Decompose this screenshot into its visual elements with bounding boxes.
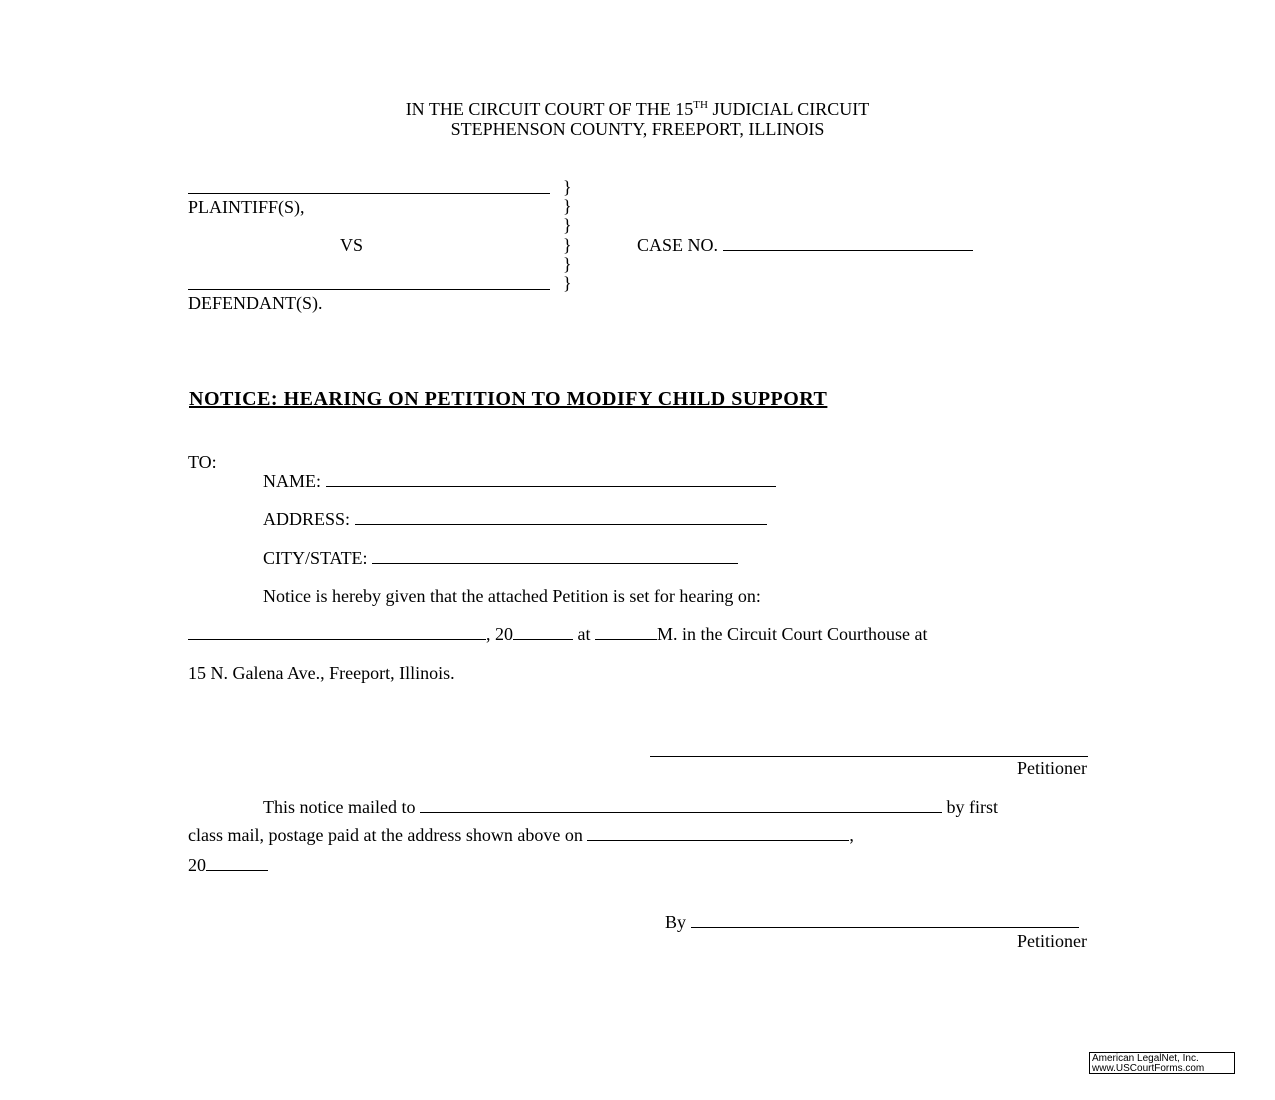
brace: } — [563, 254, 572, 274]
hearing-date-blank[interactable] — [188, 625, 486, 640]
plaintiff-blank[interactable] — [188, 179, 550, 197]
name-label: NAME: — [263, 471, 321, 491]
mailing-line2 — [188, 826, 854, 844]
petitioner-label-2: Petitioner — [1017, 931, 1087, 951]
publisher-footer — [1089, 1052, 1235, 1074]
footer-url: www.USCourtForms.com — [1092, 1063, 1205, 1074]
mailed-to-blank[interactable] — [420, 798, 942, 813]
courthouse-address: 15 N. Galena Ave., Freeport, Illinois. — [188, 663, 455, 683]
date-comma-20: , 20 — [486, 624, 513, 644]
city-state-label: CITY/STATE: — [263, 548, 368, 568]
brace: } — [563, 235, 572, 255]
mailed-year-blank[interactable] — [206, 856, 268, 871]
at-label: at — [573, 624, 595, 644]
courthouse-text: M. in the Circuit Court Courthouse at — [657, 624, 928, 644]
document-title: NOTICE: HEARING ON PETITION TO MODIFY CHILD SUPPORT — [189, 388, 828, 410]
case-no-blank[interactable] — [723, 236, 973, 251]
notice-text: Notice is hereby given that the attached Petition is set for hearing on: — [263, 586, 761, 606]
address-field — [263, 510, 767, 528]
city-state-blank[interactable] — [372, 549, 738, 564]
petitioner-label: Petitioner — [1017, 758, 1087, 778]
to-label: TO: — [188, 452, 217, 472]
defendant-blank[interactable] — [188, 275, 550, 293]
brace: } — [563, 273, 572, 293]
court-heading-line2: STEPHENSON COUNTY, FREEPORT, ILLINOIS — [450, 119, 825, 139]
mailing-line1 — [263, 798, 998, 816]
by-label: By — [665, 912, 687, 932]
city-state-field — [263, 549, 738, 567]
postage-text: class mail, postage paid at the address shown above on — [188, 825, 583, 845]
brace: } — [563, 196, 572, 216]
hearing-time-blank[interactable] — [595, 625, 657, 640]
mailed-to-label: This notice mailed to — [263, 797, 416, 817]
name-field — [263, 472, 776, 490]
mailing-year — [188, 856, 268, 874]
brace: } — [563, 177, 572, 197]
brace: } — [563, 215, 572, 235]
defendant-label: DEFENDANT(S). — [188, 293, 323, 313]
mailed-comma: , — [849, 825, 854, 845]
address-label: ADDRESS: — [263, 509, 351, 529]
by-signature-line — [665, 913, 1079, 931]
year-prefix: 20 — [188, 855, 206, 875]
plaintiff-label: PLAINTIFF(S), — [188, 197, 305, 217]
mailed-date-blank[interactable] — [587, 826, 849, 841]
case-number — [637, 236, 973, 254]
name-blank[interactable] — [326, 472, 776, 487]
hearing-year-blank[interactable] — [513, 625, 573, 640]
case-no-label: CASE NO. — [637, 235, 719, 255]
by-signature-blank[interactable] — [691, 913, 1079, 928]
court-heading-line1: IN THE CIRCUIT COURT OF THE 15TH JUDICIAL CIRCUIT — [405, 99, 870, 119]
by-first-label: by first — [946, 797, 998, 817]
footer-company: American LegalNet, Inc. — [1092, 1053, 1199, 1064]
vs-label: VS — [340, 235, 364, 255]
hearing-date-line — [188, 625, 927, 643]
address-blank[interactable] — [355, 510, 767, 525]
